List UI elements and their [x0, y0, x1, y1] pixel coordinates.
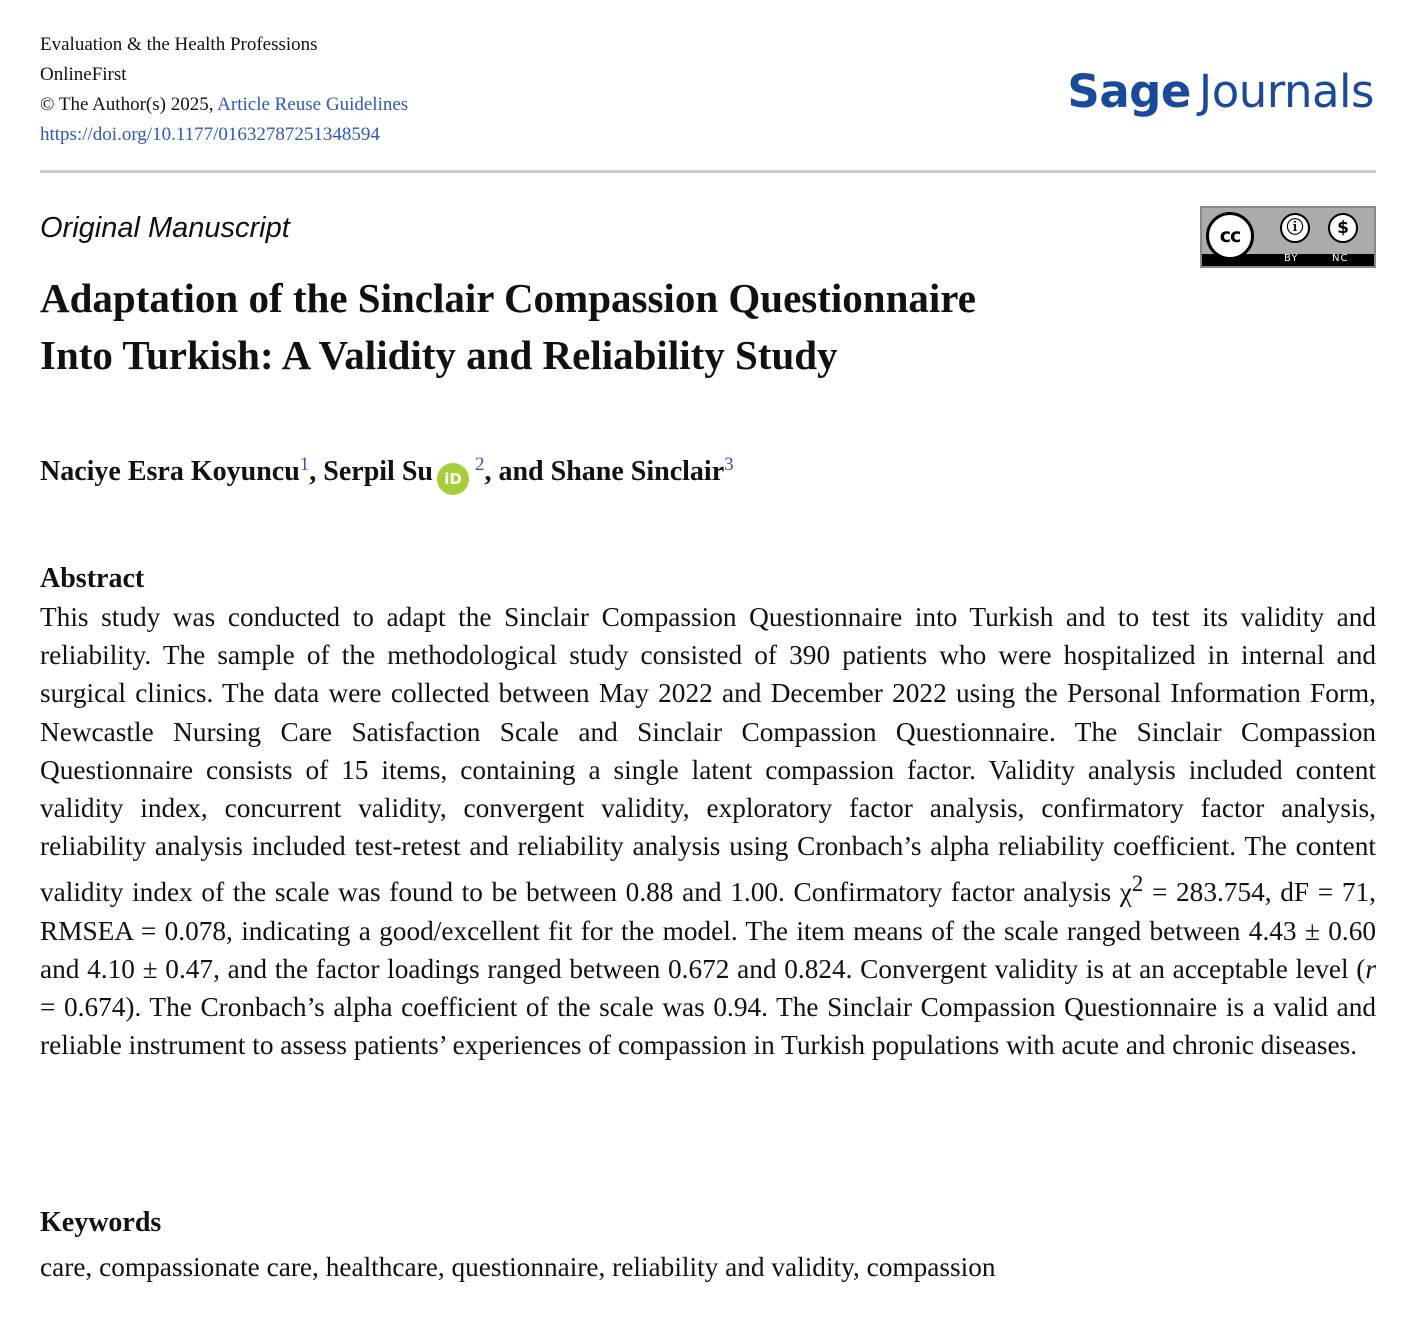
author-name[interactable]: Shane Sinclair: [550, 456, 725, 487]
logo-journals-text: Journals: [1198, 65, 1374, 118]
chi-square-superscript: 2: [1131, 871, 1144, 897]
article-title: [40, 270, 1190, 384]
publication-status: OnlineFirst: [40, 64, 127, 85]
doi-link[interactable]: https://doi.org/10.1177/01632787251348594: [40, 124, 380, 145]
header-divider: [40, 170, 1376, 173]
non-commercial-icon: $: [1328, 213, 1358, 243]
logo-sage-text: Sage: [1067, 65, 1191, 118]
author-list: [40, 452, 734, 495]
affiliation-marker[interactable]: 2: [474, 454, 485, 475]
author-name[interactable]: Naciye Esra Koyuncu: [40, 456, 300, 487]
author-separator: , and: [484, 456, 551, 487]
copyright-text: © The Author(s) 2025,: [40, 94, 218, 115]
affiliation-marker[interactable]: 1: [299, 454, 310, 475]
abstract-text: [40, 598, 1376, 1065]
abstract-heading: Abstract: [40, 563, 145, 594]
author-name[interactable]: Serpil Su: [323, 456, 433, 487]
keywords-heading: Keywords: [40, 1207, 162, 1238]
by-label: BY: [1284, 253, 1299, 264]
title-line-1: Adaptation of the Sinclair Compassion Questionnaire: [40, 275, 976, 321]
italic-r: r: [1365, 953, 1376, 984]
reuse-guidelines-link[interactable]: Article Reuse Guidelines: [217, 94, 409, 115]
copyright-line: [40, 90, 408, 120]
keywords-list: care, compassionate care, healthcare, questionnaire, reliability and validity, compassion: [40, 1252, 996, 1282]
article-type: Original Manuscript: [40, 212, 290, 244]
abstract-part-1: This study was conducted to adapt the Sinclair Compassion Questionnaire into Turkish and to test its validity and reliability. The sample of the methodological study consisted of 390 patients who were hospitalized in internal and surgical clinics. The data were collected between May 2022 and December 2022 using the Personal Information Form, Newcastle Nursing Care Satisfaction Scale and Sinclair Compassion Questionnaire. The Sinclair Compassion Questionnaire consists of 15 items, containing a single latent compassion factor. Validity analysis included content validity index, concurrent validity, convergent validity, exploratory factor analysis, confirmatory factor analysis, reliability analysis included test-retest and reliability analysis using Cronbach’s alpha reliability coefficient. The content validity index of the scale was found to be between 0.88 and 1.00. Confirmatory factor analysis χ: [40, 602, 1376, 908]
attribution-icon: ⓘ: [1280, 213, 1310, 243]
journal-meta: [40, 30, 408, 150]
title-line-2: Into Turkish: A Validity and Reliability Study: [40, 332, 838, 378]
journal-name: Evaluation & the Health Professions: [40, 34, 318, 55]
author-separator: ,: [309, 456, 324, 487]
abstract-part-2: = 283.754, dF = 71, RMSEA = 0.078, indicating a good/excellent fit for the model. The item means of the scale ranged between 4.43 ± 0.60 and 4.10 ± 0.47, and the factor loadings ranged between 0.672 and 0.824. Convergent validity is at an acceptable level (: [40, 877, 1376, 984]
orcid-icon[interactable]: iD: [437, 463, 469, 495]
creative-commons-icon: cc: [1206, 212, 1254, 260]
affiliation-marker[interactable]: 3: [724, 454, 734, 475]
abstract-part-3: = 0.674). The Cronbach’s alpha coefficient of the scale was 0.94. The Sinclair Compassion Questionnaire is a valid and reliable instrument to assess patients’ experiences of compassion in Turkish populations with acute and chronic diseases.: [40, 992, 1376, 1061]
nc-label: NC: [1332, 253, 1349, 264]
cc-by-nc-license-badge[interactable]: [1200, 206, 1376, 268]
sage-journals-logo[interactable]: [1067, 62, 1374, 122]
